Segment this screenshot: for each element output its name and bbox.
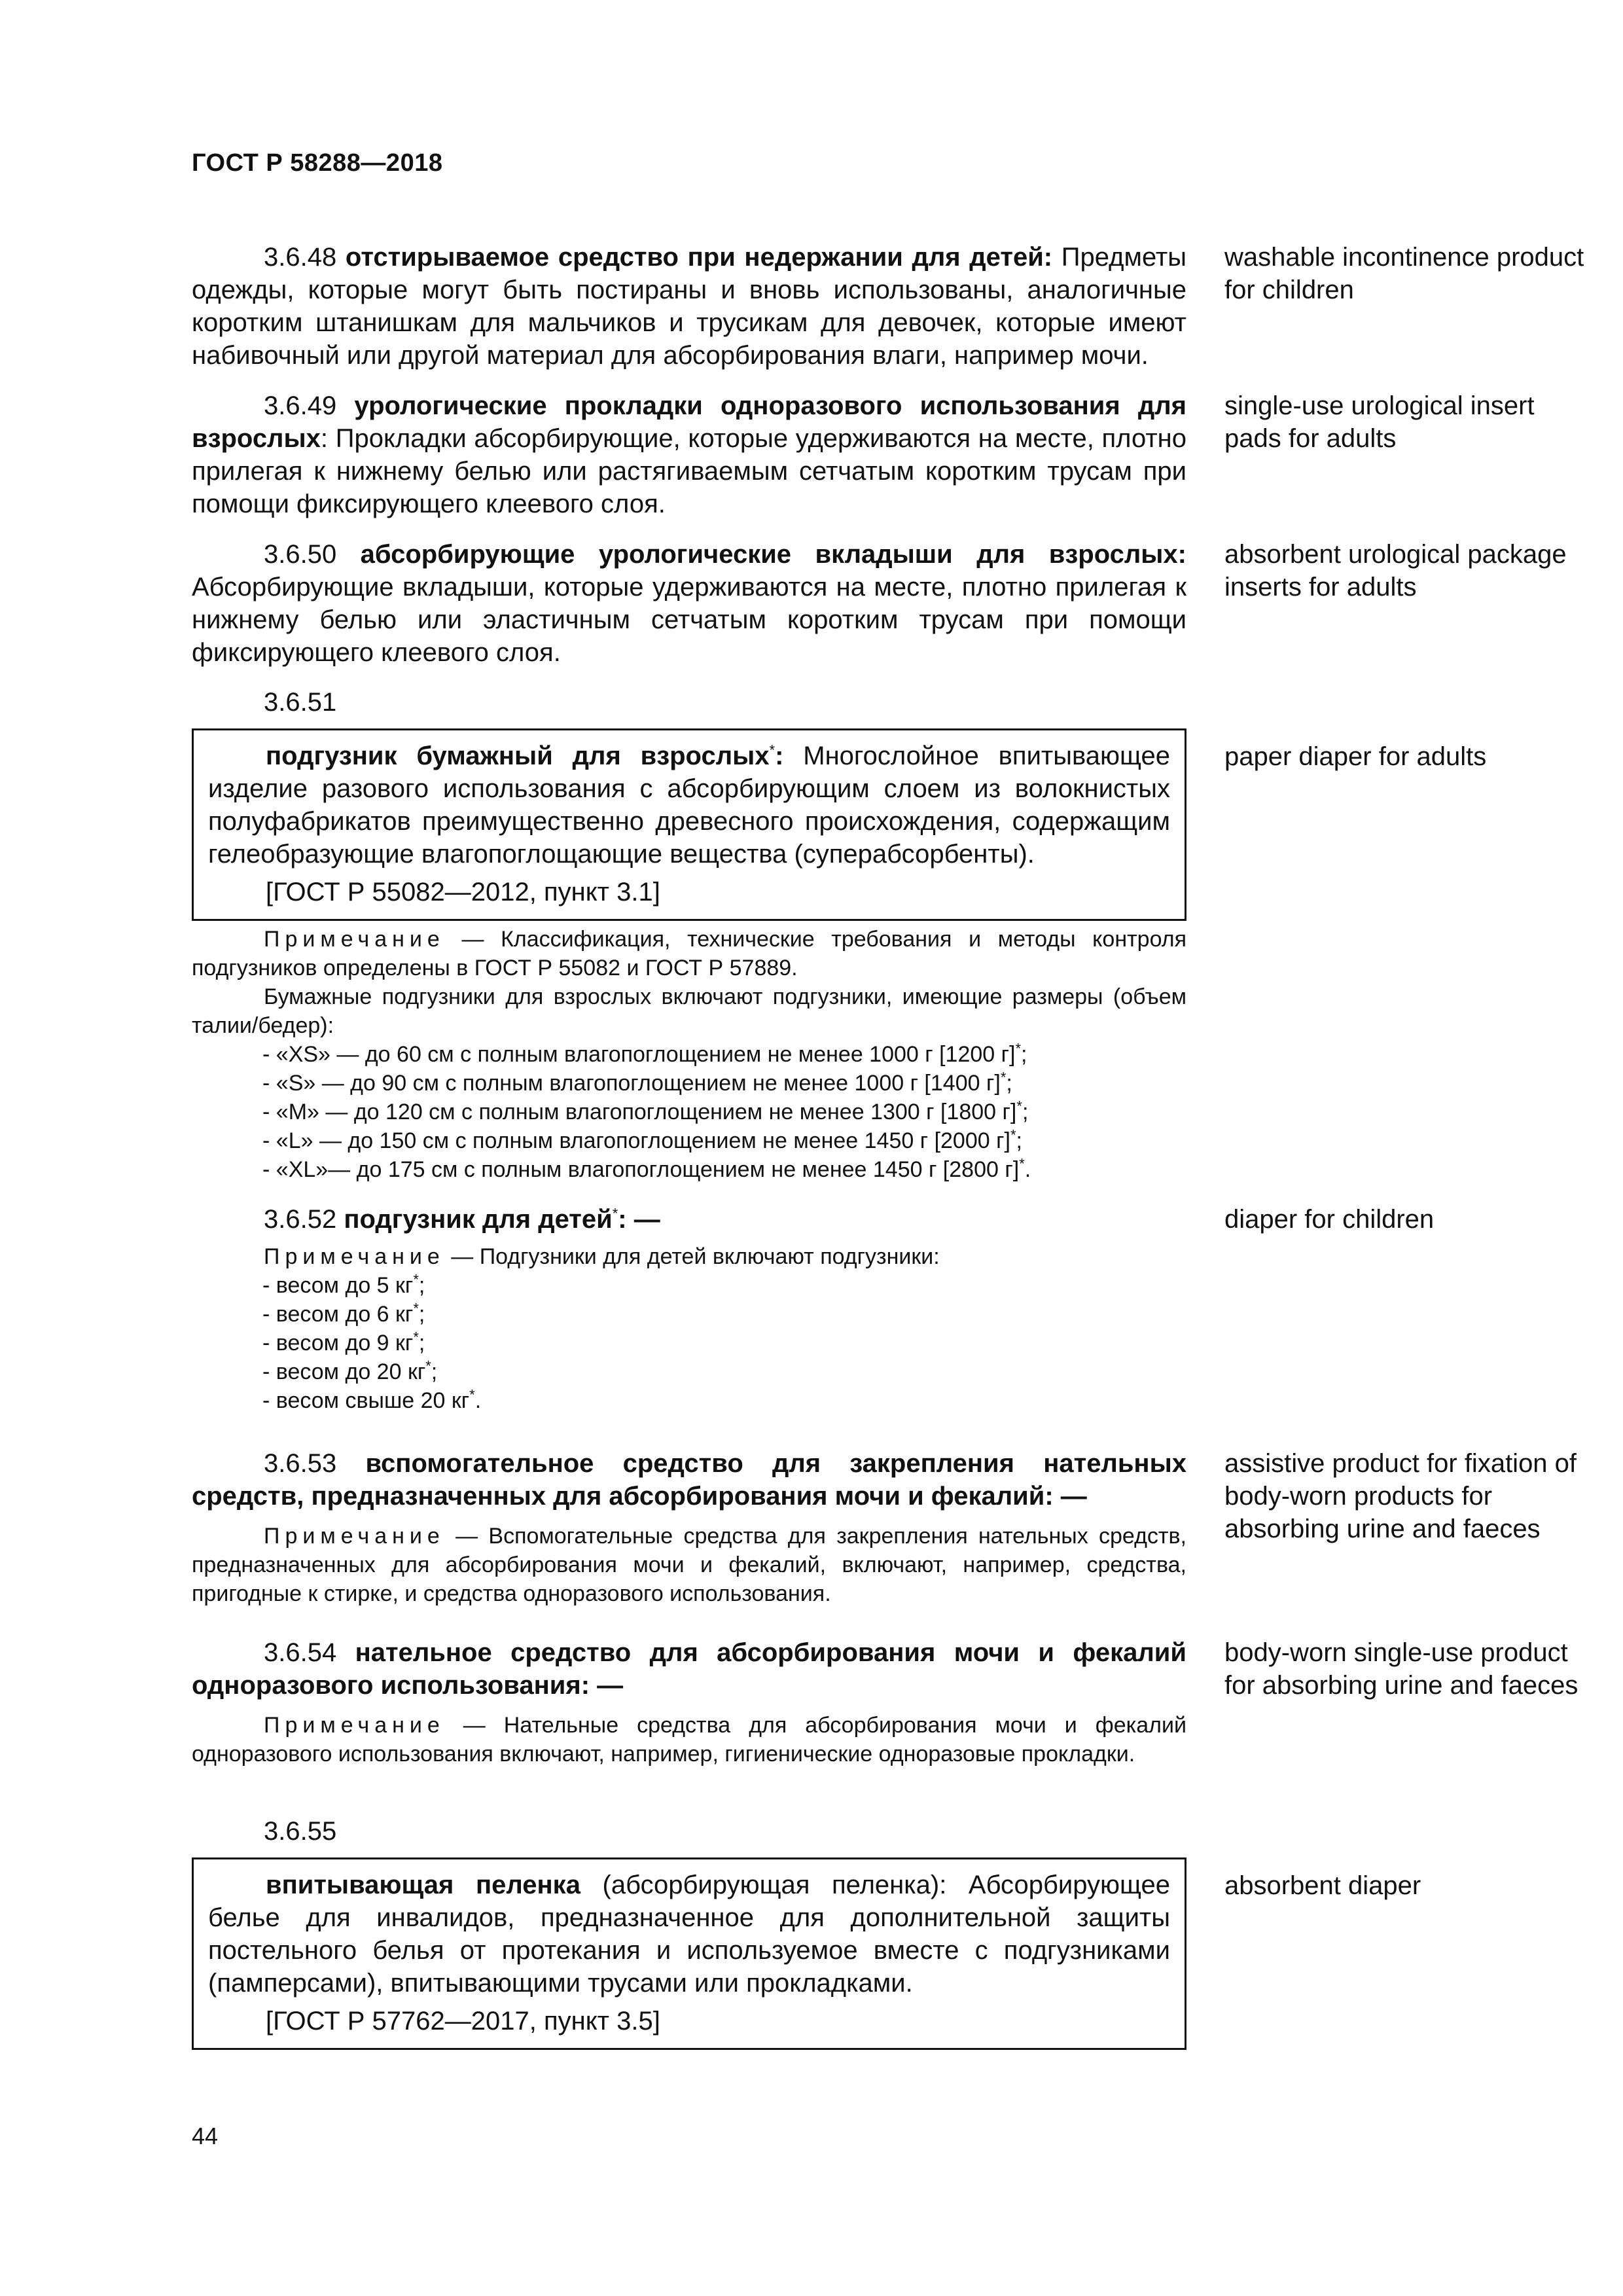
term-definition: 3.6.50 абсорбирующие урологические вкладыши для взрослых: Абсорбирующие вкладыши, которые удерживаются на месте, плотно прилегая к нижнему белью или эластичным сетчатым коротким трусам при помощи фиксирующего клеевого слоя. [192,540,1186,667]
source-reference: [ГОСТ Р 57762—2017, пункт 3.5] [266,2007,660,2036]
note-label: Примечание [264,1713,445,1738]
english-term: absorbent urological package inserts for adults [1224,540,1567,601]
note-label: Примечание [264,1524,445,1549]
note-paragraph: Примечание — Нательные средства для абсорбирования мочи и фекалий одноразового использования включают, например, гигиенические одноразовые прокладки. [192,1713,1186,1767]
term-number: 3.6.55 [264,1817,337,1846]
note-paragraph: Примечание — Классификация, технические требования и методы контроля подгузников определены в ГОСТ Р 55082 и ГОСТ Р 57889. [192,927,1186,980]
term-definition: подгузник бумажный для взрослых*: Многослойное впитывающее изделие разового использования с абсорбирующим слоем из волокнистых полуфабрикатов преимущественно древесного происхождения, содержащим гелеобразующие влагопоглощающие вещества (суперабсорбенты). [208,742,1170,869]
weight-list [192,1271,1186,1415]
term-definition: 3.6.52 подгузник для детей*: — [264,1205,660,1234]
english-term: paper diaper for adults [1224,742,1487,771]
term-title: отстирываемое средство при недержании для детей: [345,243,1053,272]
source-reference: [ГОСТ Р 55082—2012, пункт 3.1] [266,878,660,906]
english-term: assistive product for fixation of body-worn products for absorbing urine and faeces [1224,1449,1577,1543]
list-item: - «XS» — до 60 см с полным влагопоглощением не менее 1000 г [1200 г]*; [262,1040,1186,1069]
list-item: - «S» — до 90 см с полным влагопоглощением не менее 1000 г [1400 г]*; [262,1069,1186,1098]
term-definition: 3.6.54 нательное средство для абсорбирования мочи и фекалий одноразового использования: — [192,1638,1186,1700]
definition-box [192,728,1186,921]
term-definition: впитывающая пеленка (абсорбирующая пеленка): Абсорбирующее белье для инвалидов, предназначенное для дополнительной защиты постельного белья от протекания и используемое вместе с подгузниками (памперсами), впитывающими трусами или прокладками. [208,1871,1170,1998]
english-term: diaper for children [1224,1205,1435,1234]
english-term: body-worn single-use product for absorbing urine and faeces [1224,1638,1578,1700]
list-item: - «M» — до 120 см с полным влагопоглощением не менее 1300 г [1800 г]*; [262,1098,1186,1126]
page-header-standard: ГОСТ Р 58288—2018 [192,149,443,177]
note-paragraph: Примечание — Подгузники для детей включают подгузники: [264,1244,940,1269]
english-term: single-use urological insert pads for adults [1224,391,1535,453]
term-title: впитывающая пеленка [266,1871,580,1899]
term-definition: 3.6.53 вспомогательное средство для закрепления нательных средств, предназначенных для абсорбирования мочи и фекалий: — [192,1449,1186,1511]
english-term: washable incontinence product for children [1224,243,1584,304]
list-item: - «XL»— до 175 см с полным влагопоглощением не менее 1450 г [2800 г]*. [262,1155,1186,1184]
term-title: абсорбирующие урологические вкладыши для взрослых: [360,540,1186,569]
page-number: 44 [192,2123,219,2149]
list-item: - весом до 20 кг*; [262,1357,1186,1386]
note-paragraph-2: Бумажные подгузники для взрослых включают подгузники, имеющие размеры (объем талии/бедер): [192,984,1186,1038]
list-item: - «L» — до 150 см с полным влагопоглощением не менее 1450 г [2000 г]*; [262,1126,1186,1155]
size-list [192,1040,1186,1184]
note-paragraph: Примечание — Вспомогательные средства для закрепления нательных средств, предназначенных для абсорбирования мочи и фекалий, включают, например, средства, пригодные к стирке, и средства одноразового использования. [192,1524,1186,1606]
list-item: - весом свыше 20 кг*. [262,1386,1186,1415]
list-item: - весом до 6 кг*; [262,1300,1186,1329]
english-term: absorbent diaper [1224,1871,1421,1900]
term-definition: 3.6.49 урологические прокладки одноразового использования для взрослых: Прокладки абсорбирующие, которые удерживаются на месте, плотно прилегая к нижнему белью или растягиваемым сетчатым коротким трусам при помощи фиксирующего клеевого слоя. [192,391,1186,518]
term-title: вспомогательное средство для закрепления нательных средств, предназначенных для абсорбирования мочи и фекалий: — [192,1449,1186,1511]
definition-box [192,1857,1186,2050]
term-number: 3.6.51 [264,688,337,717]
term-title: подгузник для детей [344,1205,613,1234]
note-label: Примечание [264,1244,445,1269]
list-item: - весом до 5 кг*; [262,1271,1186,1300]
term-definition: 3.6.48 отстирываемое средство при недержании для детей: Предметы одежды, которые могут быть постираны и вновь использованы, аналогичные коротким штанишкам для мальчиков и трусикам для девочек, которые имеют набивочный или другой материал для абсорбирования влаги, например мочи. [192,243,1186,370]
term-title: нательное средство для абсорбирования мочи и фекалий одноразового использования: — [192,1638,1186,1700]
note-label: Примечание [264,927,445,952]
term-title: урологические прокладки одноразового использования для взрослых [192,391,1186,453]
list-item: - весом до 9 кг*; [262,1329,1186,1357]
term-title: подгузник бумажный для взрослых [266,742,770,770]
